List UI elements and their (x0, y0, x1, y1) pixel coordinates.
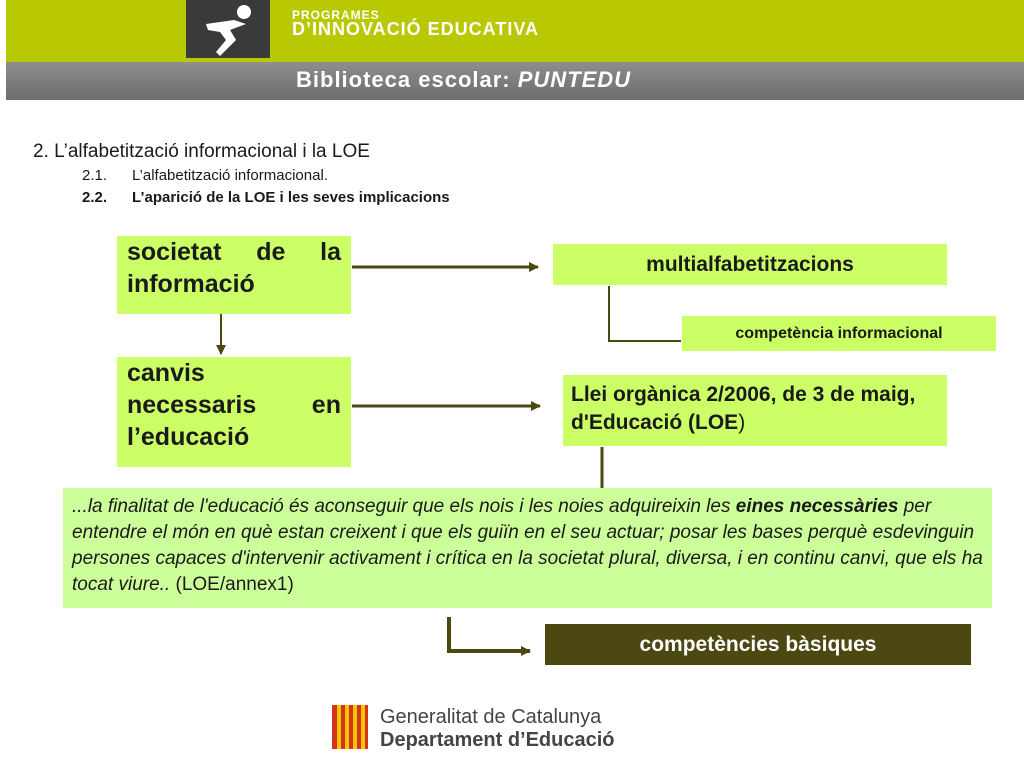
box-line: informació (127, 270, 255, 298)
multialfabetitzacions-label: multialfabetitzacions (646, 253, 854, 276)
bracket-multi-competencia (609, 286, 681, 341)
arrow-quote-basiques (449, 617, 484, 651)
competencies-basiques-label: competències bàsiques (639, 633, 877, 656)
box-llei-organica (563, 375, 947, 446)
quote-text (63, 488, 992, 604)
section-heading: 2. L’alfabetització informacional i la LOE (33, 141, 370, 162)
box-societat-informacio (117, 236, 351, 314)
program-title: D’INNOVACIÓ EDUCATIVA (292, 19, 540, 39)
puntedu-name: PUNTEDU (517, 67, 632, 92)
box-line: societat de la (127, 238, 341, 266)
competencia-informacional-label: competència informacional (735, 325, 943, 342)
quote-part1: ...la finalitat de l'educació és aconseguir que els nois i les noies adquireixin les (72, 496, 736, 517)
subsection-label: L’alfabetització informacional. (132, 167, 328, 184)
box-competencies-basiques (545, 624, 971, 665)
subsection-label: L’aparició de la LOE i les seves implicacions (132, 189, 450, 206)
quote-part2: per entendre el món en què estan creixent i que els guiïn en el seu actuar; posar les bases perquè esdevinguin persones capaces d'intervenir activament i crítica en la societat plural, diversa, i en continu canvi, que els ha tocat viure.. (72, 496, 983, 595)
box-competencia-informacional (682, 316, 996, 351)
box-line: l’educació (127, 423, 250, 451)
box-canvis-educacio (117, 357, 351, 467)
footer-departament: Departament d’Educació (380, 729, 615, 751)
footer-generalitat: Generalitat de Catalunya (380, 706, 602, 728)
box-loe-quote (63, 488, 992, 608)
quote-bold: eines necessàries (735, 496, 899, 517)
box-multialfabetitzacions (553, 244, 947, 285)
llei-text: Llei orgànica 2/2006, de 3 de maig, d'Educació (LOE (571, 383, 916, 434)
quote-source: (LOE/annex1) (175, 574, 294, 595)
llei-closing: ) (738, 411, 746, 434)
subsection-number: 2.1. (82, 167, 108, 184)
biblioteca-prefix: Biblioteca escolar: (296, 67, 518, 92)
box-line: necessaris en (127, 391, 341, 419)
program-title-small: PROGRAMES (292, 8, 380, 22)
box-line: canvis (127, 359, 205, 387)
subsection-number: 2.2. (82, 189, 108, 206)
llei-label (563, 375, 947, 443)
generalitat-logo-icon (332, 705, 368, 749)
